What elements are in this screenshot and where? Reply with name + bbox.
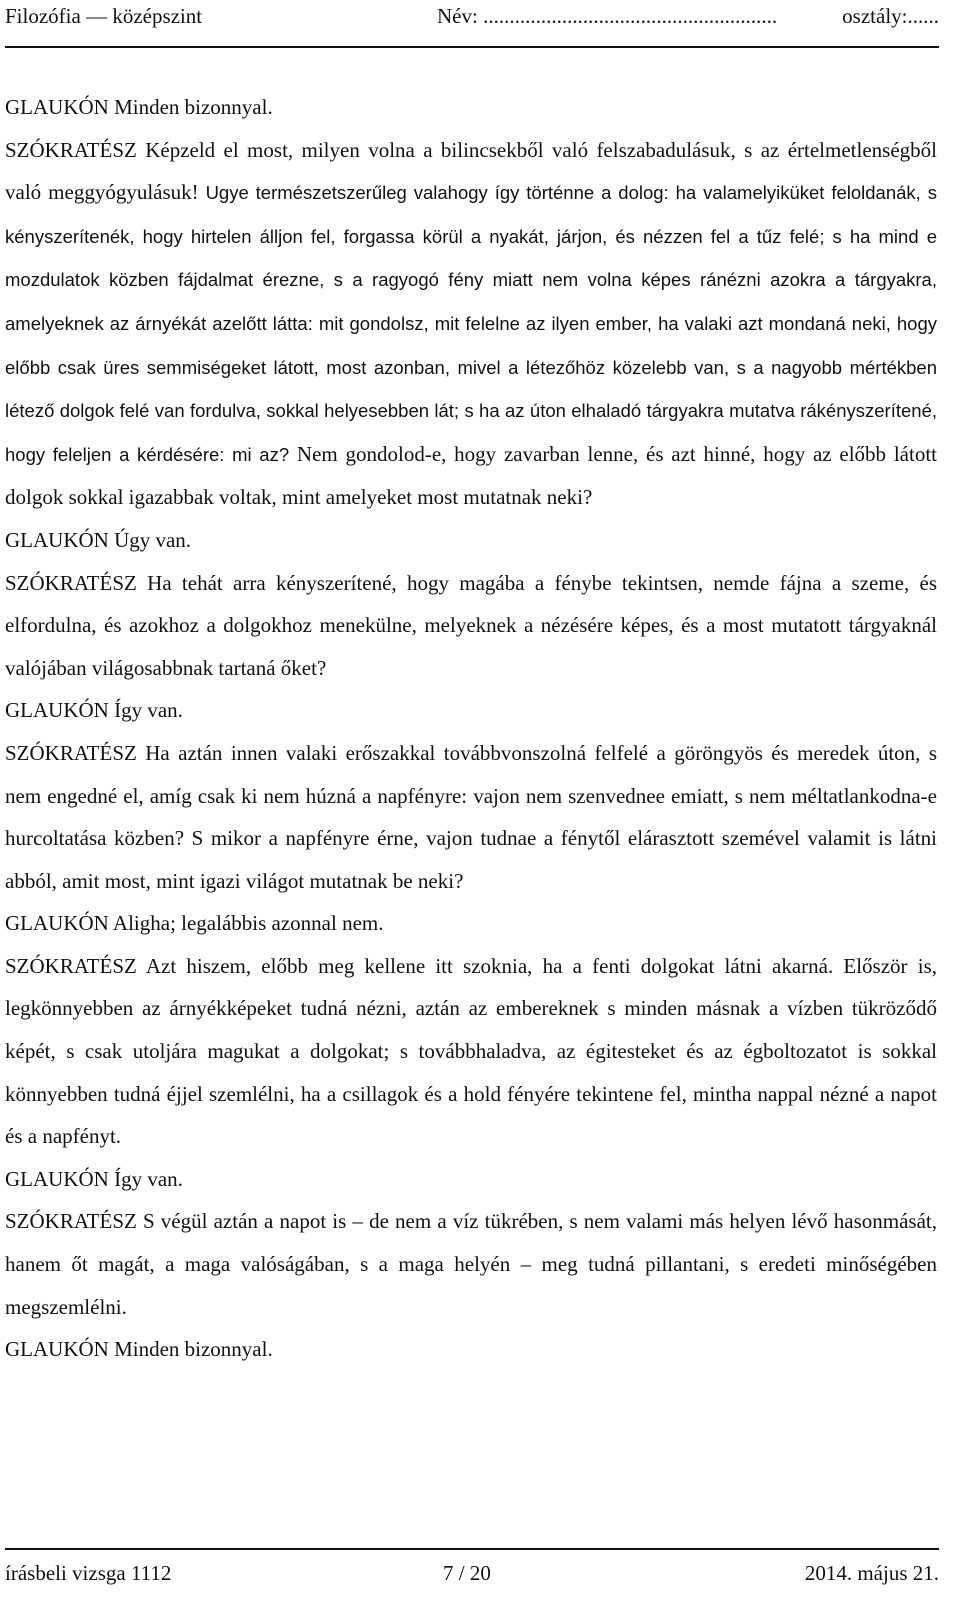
- dialogue-line: GLAUKÓN Minden bizonnyal.: [5, 1337, 273, 1362]
- dialogue-line: SZÓKRATÉSZ Ha aztán innen valaki erőszakkal továbbvonszolná felfelé a göröngyös és meredek úton, s nem engedné el, amíg csak ki nem húzná a napfényre: vajon nem szenvednee emiatt, s nem méltatlankodna-e hurcoltatása közben? S mikor a napfényre érne, vajon tudnae a fénytől elárasztott szemével valamit is látni abból, amit most, mint igazi világot mutatnak be neki?: [5, 740, 937, 893]
- dialogue-line: GLAUKÓN Minden bizonnyal.: [5, 95, 273, 119]
- page-number: 7 / 20: [443, 1561, 491, 1585]
- class-field: osztály:......: [842, 4, 939, 28]
- dialogue-line: SZÓKRATÉSZ Azt hiszem, előbb meg kellene itt szoknia, ha a fenti dolgokat látni akarná. Először is, legkönnyebben az árnyékképeket tudná nézni, aztán az embereknek s minden másnak a vízben tükröződő képét, s csak utoljára magukat a dolgokat; s továbbhaladva, az égitesteket és az égboltozatot is sokkal könnyebben tudná éjjel szemlélni, ha a csillagok és a hold fényére tekintene fel, mintha nappal nézné a napot és a napfényt.: [5, 953, 937, 1149]
- dialogue-line: GLAUKÓN Így van.: [5, 1166, 183, 1191]
- exam-label: írásbeli vizsga 1112: [5, 1561, 172, 1585]
- page-header: [5, 2, 939, 48]
- page-footer: [5, 1548, 939, 1600]
- dialogue-line: GLAUKÓN Így van.: [5, 698, 183, 723]
- dialogue-line: GLAUKÓN Úgy van.: [5, 527, 192, 552]
- subject-label: Filozófia — középszint: [5, 4, 203, 28]
- name-field: Név: ........................................................: [437, 4, 778, 28]
- dialogue-line: SZÓKRATÉSZ S végül aztán a napot is – de nem a víz tükrében, s nem valami más helyen lévő hasonmását, hanem őt magát, a maga valóságában, s a maga helyén – meg tudná pillantani, s eredeti minőségében megszemlélni.: [5, 1209, 937, 1319]
- dialogue-segment: Ugye természetszerűleg valahogy így történne a dolog: ha valamelyiküket feloldanák, s kényszerítenék, hogy hirtelen álljon fel, forgassa körül a nyakát, járjon, és nézzen fel a tűz felé; s ha mind e mozdulatok közben fájdalmat érezne, s a ragyogó fény miatt nem volna képes ránézni azokra a tárgyakra, amelyeknek az árnyékát azelőtt látta: mit gondolsz, mit felelne az ilyen ember, ha valaki azt mondaná neki, hogy előbb csak üres semmiségeket látott, most azonban, mivel a létezőhöz közelebb van, s a nagyobb mértékben létező dolgok felé van fordulva, sokkal helyesebben lát; s ha az úton elhaladó tárgyakra mutatva rákényszerítené, hogy feleljen a kérdésére: mi az?: [5, 182, 937, 465]
- dialogue-line: [5, 129, 937, 519]
- dialogue-text: [5, 86, 937, 1371]
- dialogue-segment: Nem gondolod-e, hogy zavarban lenne, és azt hinné, hogy az előbb látott dolgok sokkal igazabbak voltak, mint amelyeket most mutatnak neki?: [5, 441, 937, 510]
- dialogue-segment: SZÓKRATÉSZ Képzeld el most, milyen volna a bilincsekből való felszabadulásuk, s az értelmetlenségből való meggyógyulásuk!: [5, 137, 937, 205]
- dialogue-line: SZÓKRATÉSZ Ha tehát arra kényszerítené, hogy magába a fénybe tekintsen, nemde fájna a szeme, és elfordulna, és azokhoz a dolgokhoz menekülne, melyeknek a nézésére képes, és a most mutatott tárgyaknál valójában világosabbnak tartaná őket?: [5, 570, 937, 680]
- exam-date: 2014. május 21.: [804, 1561, 939, 1585]
- dialogue-line: GLAUKÓN Aligha; legalábbis azonnal nem.: [5, 911, 384, 936]
